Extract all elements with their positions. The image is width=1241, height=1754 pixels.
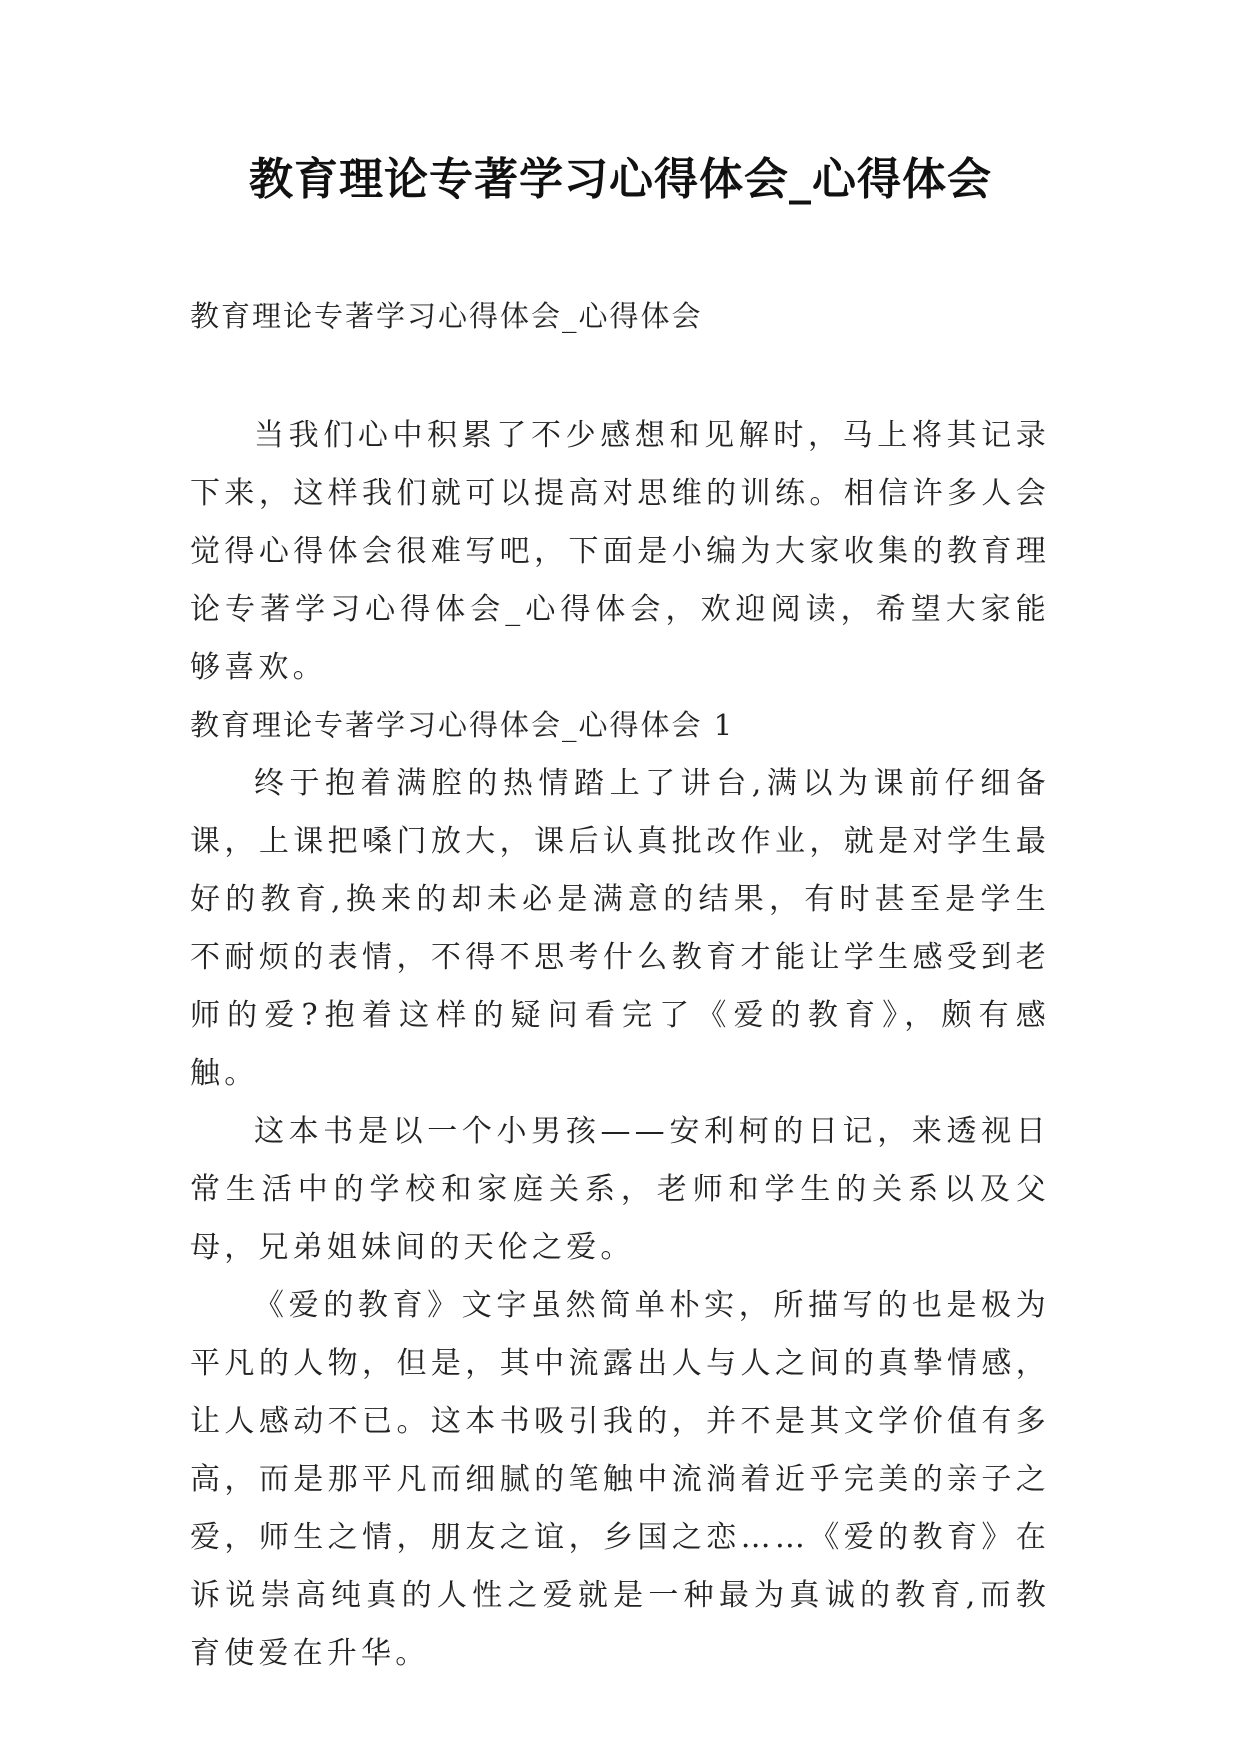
body-text xyxy=(190,755,1050,1683)
body-paragraph: 这本书是以一个小男孩——安利柯的日记，来透视日常生活中的学校和家庭关系，老师和学生的关系以及父母，兄弟姐妹间的天伦之爱。 xyxy=(190,1114,1050,1265)
document-subtitle: 教育理论专著学习心得体会_心得体会 xyxy=(190,299,703,333)
section-heading: 教育理论专著学习心得体会_心得体会 1 xyxy=(190,708,735,742)
body-paragraph: 《爱的教育》文字虽然简单朴实，所描写的也是极为平凡的人物，但是，其中流露出人与人之间的真挚情感，让人感动不已。这本书吸引我的，并不是其文学价值有多高，而是那平凡而细腻的笔触中流淌着近乎完美的亲子之爱，师生之情，朋友之谊，乡国之恋……《爱的教育》在诉说崇高纯真的人性之爱就是一种最为真诚的教育,而教育使爱在升华。 xyxy=(190,1288,1050,1671)
intro-paragraph: 当我们心中积累了不少感想和见解时，马上将其记录下来，这样我们就可以提高对思维的训练。相信许多人会觉得心得体会很难写吧，下面是小编为大家收集的教育理论专著学习心得体会_心得体会，欢迎阅读，希望大家能够喜欢。 xyxy=(190,418,1050,685)
body-paragraph: 终于抱着满腔的热情踏上了讲台,满以为课前仔细备课，上课把嗓门放大，课后认真批改作业，就是对学生最好的教育,换来的却未必是满意的结果，有时甚至是学生不耐烦的表情，不得不思考什么教育才能让学生感受到老师的爱?抱着这样的疑问看完了《爱的教育》，颇有感触。 xyxy=(190,766,1050,1091)
document-title: 教育理论专著学习心得体会_心得体会 xyxy=(249,154,992,205)
